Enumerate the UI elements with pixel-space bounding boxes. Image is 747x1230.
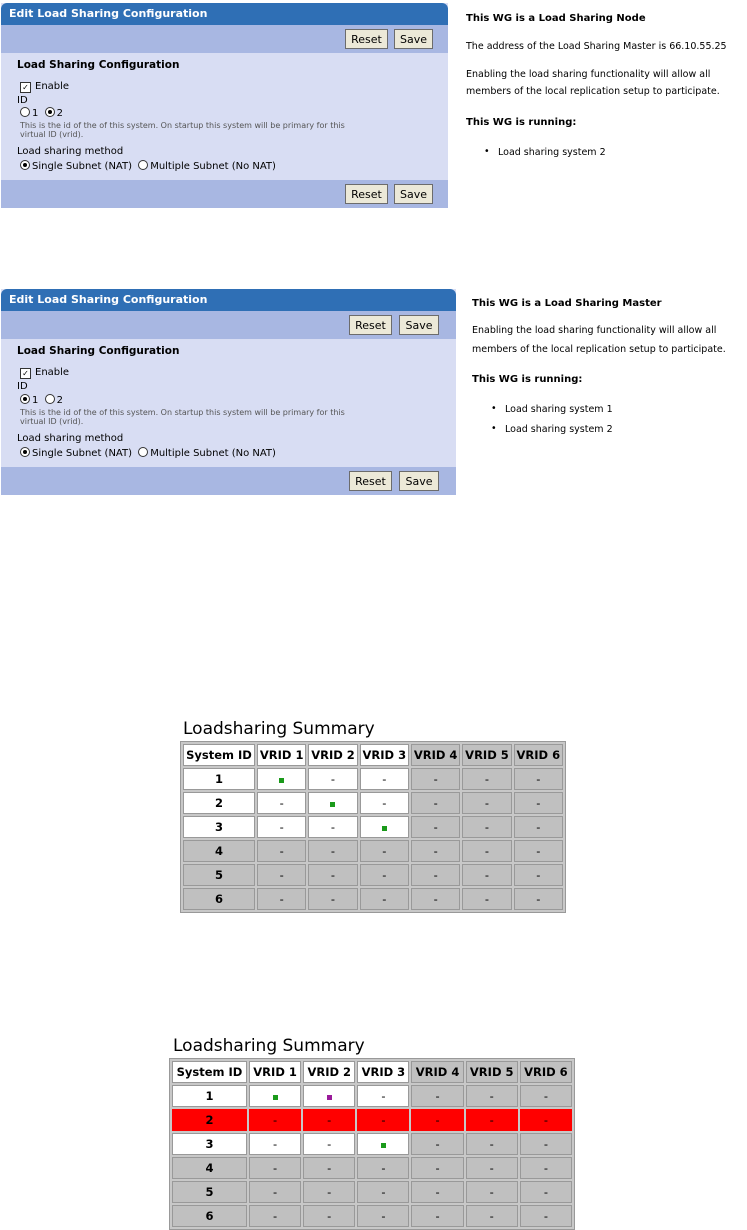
status-cell: - [462,864,511,886]
enable-description-line1: Enabling the load sharing functionality will allow all [472,325,717,336]
panel-body [1,53,448,180]
status-cell: - [514,864,563,886]
status-cell: - [360,864,409,886]
summary-title: Loadsharing Summary [173,1036,365,1056]
col-header-vrid1: VRID 1 [249,1061,301,1083]
status-cell: - [514,816,563,838]
top-button-bar [1,25,448,53]
panel-title: Edit Load Sharing Configuration [1,3,448,25]
status-cell: - [303,1157,355,1179]
method-label: Load sharing method [17,433,124,444]
status-cell: - [514,888,563,910]
system-id-cell: 4 [172,1157,247,1179]
status-cell: - [360,840,409,862]
system-id-cell: 3 [183,816,255,838]
table-row [183,864,563,886]
status-cell: - [249,1181,301,1203]
status-cell: - [257,888,306,910]
status-cell: - [466,1109,518,1131]
method-radio-group [20,447,276,459]
id-radio-2[interactable] [45,394,55,404]
status-cell: - [357,1157,409,1179]
col-header-system-id: System ID [183,744,255,766]
list-item: • Load sharing system 2 [491,424,613,444]
status-cell: - [257,816,306,838]
status-cell: - [466,1205,518,1227]
status-cell: - [466,1181,518,1203]
system-id-cell: 5 [172,1181,247,1203]
system-id-cell: 1 [183,768,255,790]
status-cell: - [520,1205,572,1227]
col-header-vrid5: VRID 5 [466,1061,518,1083]
method-radio-multiple[interactable] [138,447,148,457]
col-header-vrid2: VRID 2 [303,1061,355,1083]
side-heading: This WG is a Load Sharing Node [466,13,646,24]
status-cell: - [257,792,306,814]
enable-label: Enable [35,81,70,92]
running-list [484,147,606,167]
table-row [183,792,563,814]
method-option-multiple: Multiple Subnet (No NAT) [150,161,276,172]
id-label: ID [17,95,28,106]
status-cell: - [411,768,460,790]
status-cell: - [462,888,511,910]
running-list [491,404,613,444]
id-option-1: 1 [32,395,39,406]
list-item: • Load sharing system 2 [484,147,606,167]
reset-button[interactable]: Reset [349,315,392,335]
status-cell: - [308,840,357,862]
enable-description-line2: members of the local replication setup to participate. [466,86,720,97]
status-cell: - [249,1205,301,1227]
active-marker [273,1095,278,1100]
id-option-2: 2 [56,108,63,119]
status-cell: - [360,768,409,790]
id-radio-1[interactable] [20,107,30,117]
status-cell: - [308,768,357,790]
panel-title: Edit Load Sharing Configuration [1,289,456,311]
running-heading: This WG is running: [472,374,583,385]
system-id-cell: 5 [183,864,255,886]
id-radio-group [20,107,63,119]
col-header-vrid4: VRID 4 [411,1061,463,1083]
method-radio-multiple[interactable] [138,160,148,170]
table-row [183,888,563,910]
status-cell: - [462,768,511,790]
save-button[interactable]: Save [399,471,439,491]
status-cell: - [411,1157,463,1179]
reset-button[interactable]: Reset [345,29,388,49]
status-cell: - [249,1109,301,1131]
header-row [172,1061,572,1083]
id-radio-2[interactable] [45,107,55,117]
system-id-cell: 6 [183,888,255,910]
status-cell: - [357,1205,409,1227]
status-cell: - [411,1181,463,1203]
status-cell: - [303,1205,355,1227]
reset-button[interactable]: Reset [345,184,388,204]
method-option-multiple: Multiple Subnet (No NAT) [150,448,276,459]
master-address-text: The address of the Load Sharing Master is 66.10.55.25 [466,41,727,52]
enable-checkbox[interactable]: ✓ [20,82,31,93]
status-cell: - [360,792,409,814]
summary-title: Loadsharing Summary [183,719,375,739]
enable-checkbox-row[interactable] [20,367,69,379]
status-cell: - [257,864,306,886]
table-row [172,1181,572,1203]
table-row [183,816,563,838]
table-row [172,1205,572,1227]
status-cell: - [411,840,460,862]
table-row [172,1085,572,1107]
col-header-vrid3: VRID 3 [357,1061,409,1083]
enable-checkbox[interactable]: ✓ [20,368,31,379]
section-heading: Load Sharing Configuration [17,59,180,71]
status-cell: - [303,1181,355,1203]
status-cell: - [514,840,563,862]
status-cell: - [411,792,460,814]
status-cell: - [357,1109,409,1131]
status-cell: - [514,792,563,814]
system-id-cell: 6 [172,1205,247,1227]
side-heading: This WG is a Load Sharing Master [472,298,662,309]
id-label: ID [17,381,28,392]
status-cell: - [411,816,460,838]
status-cell: - [257,840,306,862]
id-option-1: 1 [32,108,39,119]
system-id-cell: 4 [183,840,255,862]
status-cell: - [520,1085,572,1107]
col-header-vrid5: VRID 5 [462,744,511,766]
id-radio-1[interactable] [20,394,30,404]
list-item: • Load sharing system 1 [491,404,613,424]
status-cell: - [520,1157,572,1179]
id-hint: This is the id of the of this system. On startup this system will be primary for this virtual ID (vrid). [20,408,345,426]
id-option-2: 2 [56,395,63,406]
status-cell: - [466,1157,518,1179]
status-cell: - [520,1133,572,1155]
active-marker [279,778,284,783]
method-label: Load sharing method [17,146,124,157]
system-id-cell: 2 [183,792,255,814]
status-cell: - [303,1109,355,1131]
table-row [172,1157,572,1179]
col-header-vrid6: VRID 6 [520,1061,572,1083]
edit-config-panel-node [1,3,448,208]
status-cell: - [520,1109,572,1131]
section-heading: Load Sharing Configuration [17,345,180,357]
status-cell: - [411,888,460,910]
table-row [172,1133,572,1155]
col-header-vrid6: VRID 6 [514,744,563,766]
panel-body [1,339,456,467]
save-button[interactable]: Save [399,315,439,335]
takeover-marker [327,1095,332,1100]
id-radio-group [20,394,63,406]
status-cell: - [308,888,357,910]
enable-description-line1: Enabling the load sharing functionality will allow all [466,69,711,80]
status-cell: - [303,1133,355,1155]
col-header-vrid4: VRID 4 [411,744,460,766]
status-cell: - [411,1109,463,1131]
table-row-failed [172,1109,572,1131]
status-cell [303,1085,355,1107]
id-hint: This is the id of the of this system. On startup this system will be primary for this virtual ID (vrid). [20,121,345,139]
status-cell [257,768,306,790]
method-radio-single[interactable] [20,160,30,170]
status-cell [249,1085,301,1107]
loadsharing-summary-table [180,741,566,913]
status-cell: - [411,1085,463,1107]
reset-button[interactable]: Reset [349,471,392,491]
status-cell: - [466,1133,518,1155]
active-marker [382,826,387,831]
status-cell: - [249,1133,301,1155]
status-cell [308,792,357,814]
save-button[interactable]: Save [394,29,433,49]
status-cell: - [357,1085,409,1107]
status-cell [360,816,409,838]
active-marker [330,802,335,807]
bottom-button-bar [1,467,456,495]
status-cell [357,1133,409,1155]
loadsharing-summary-table [169,1058,575,1230]
active-marker [381,1143,386,1148]
enable-checkbox-row[interactable] [20,81,69,93]
status-cell: - [360,888,409,910]
status-cell: - [308,864,357,886]
bottom-button-bar [1,180,448,208]
col-header-vrid1: VRID 1 [257,744,306,766]
status-cell: - [462,792,511,814]
status-cell: - [466,1085,518,1107]
method-radio-group [20,160,276,172]
status-cell: - [308,816,357,838]
system-id-cell: 3 [172,1133,247,1155]
method-radio-single[interactable] [20,447,30,457]
running-heading: This WG is running: [466,117,577,128]
col-header-vrid3: VRID 3 [360,744,409,766]
enable-description-line2: members of the local replication setup to participate. [472,344,726,355]
status-cell: - [357,1181,409,1203]
status-cell: - [411,1205,463,1227]
enable-label: Enable [35,367,70,378]
col-header-vrid2: VRID 2 [308,744,357,766]
table-row [183,768,563,790]
status-cell: - [249,1157,301,1179]
table-row [183,840,563,862]
status-cell: - [411,1133,463,1155]
top-button-bar [1,311,456,339]
edit-config-panel-master [1,289,456,495]
header-row [183,744,563,766]
method-option-single: Single Subnet (NAT) [32,161,132,172]
system-id-cell: 2 [172,1109,247,1131]
status-cell: - [462,816,511,838]
col-header-system-id: System ID [172,1061,247,1083]
status-cell: - [520,1181,572,1203]
status-cell: - [411,864,460,886]
system-id-cell: 1 [172,1085,247,1107]
method-option-single: Single Subnet (NAT) [32,448,132,459]
status-cell: - [514,768,563,790]
status-cell: - [462,840,511,862]
save-button[interactable]: Save [394,184,433,204]
